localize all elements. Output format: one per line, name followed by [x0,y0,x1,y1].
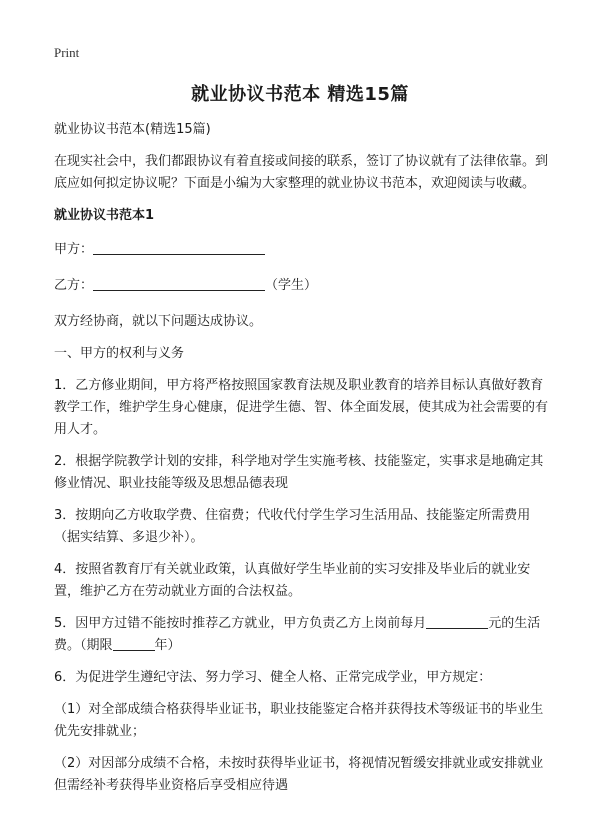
item-5-text-b: 元的生活费。（期限 [54,616,541,653]
item-6: 6．为促进学生遵纪守法、努力学习、健全人格、正常完成学业，甲方规定： [54,670,492,685]
print-label[interactable]: Print [54,45,80,60]
item-5-text-c: 年） [154,638,181,653]
intro-paragraph: 在现实社会中，我们都跟协议有着直接或间接的联系，签订了协议就有了法律依靠。到底应如何拟定协议呢？下面是小编为大家整理的就业协议书范本，欢迎阅读与收藏。 [54,154,549,191]
item-5 [54,613,548,657]
document-title: 就业协议书范本 精选15篇 [191,84,409,105]
document-body [54,119,548,807]
party-b-suffix: （学生） [265,278,318,293]
document-subtitle: 就业协议书范本(精选15篇) [54,122,211,137]
item-3: 3．按期向乙方收取学费、住宿费；代收代付学生学习生活用品、技能鉴定所需费用（据实结算、多退少补）。 [54,508,531,545]
party-a-row [54,239,548,261]
party-b-label: 乙方： [54,278,94,293]
heading-1: 一、甲方的权利与义务 [54,346,185,361]
period-blank [113,636,155,651]
party-a-blank [93,240,265,255]
item-4: 4．按照省教育厅有关就业政策，认真做好学生毕业前的实习安排及毕业后的就业安置，维护乙方在劳动就业方面的合法权益。 [54,562,531,599]
party-b-blank [93,276,265,291]
sub-item-2: （2）对因部分成绩不合格，未按时获得毕业证书，将视情况暂缓安排就业或安排就业但需经补考获得毕业资格后享受相应待遇 [54,756,544,793]
agreement-line: 双方经协商，就以下问题达成协议。 [54,314,263,329]
item-5-text-a: 5．因甲方过错不能按时推荐乙方就业，甲方负责乙方上岗前每月 [54,616,427,631]
party-b-row [54,275,548,297]
item-1: 1．乙方修业期间，甲方将严格按照国家教育法规及职业教育的培养目标认真做好教育教学工作，维护学生身心健康，促进学生德、智、体全面发展，使其成为社会需要的有用人才。 [54,378,549,437]
sub-item-1: （1）对全部成绩合格获得毕业证书，职业技能鉴定合格并获得技术等级证书的毕业生优先安排就业； [54,702,544,739]
monthly-amount-blank [426,614,488,629]
party-a-label: 甲方： [54,242,94,257]
item-2: 2．根据学院教学计划的安排，科学地对学生实施考核、技能鉴定，实事求是地确定其修业情况、职业技能等级及思想品德表现 [54,454,544,491]
section-title: 就业协议书范本1 [54,208,155,223]
